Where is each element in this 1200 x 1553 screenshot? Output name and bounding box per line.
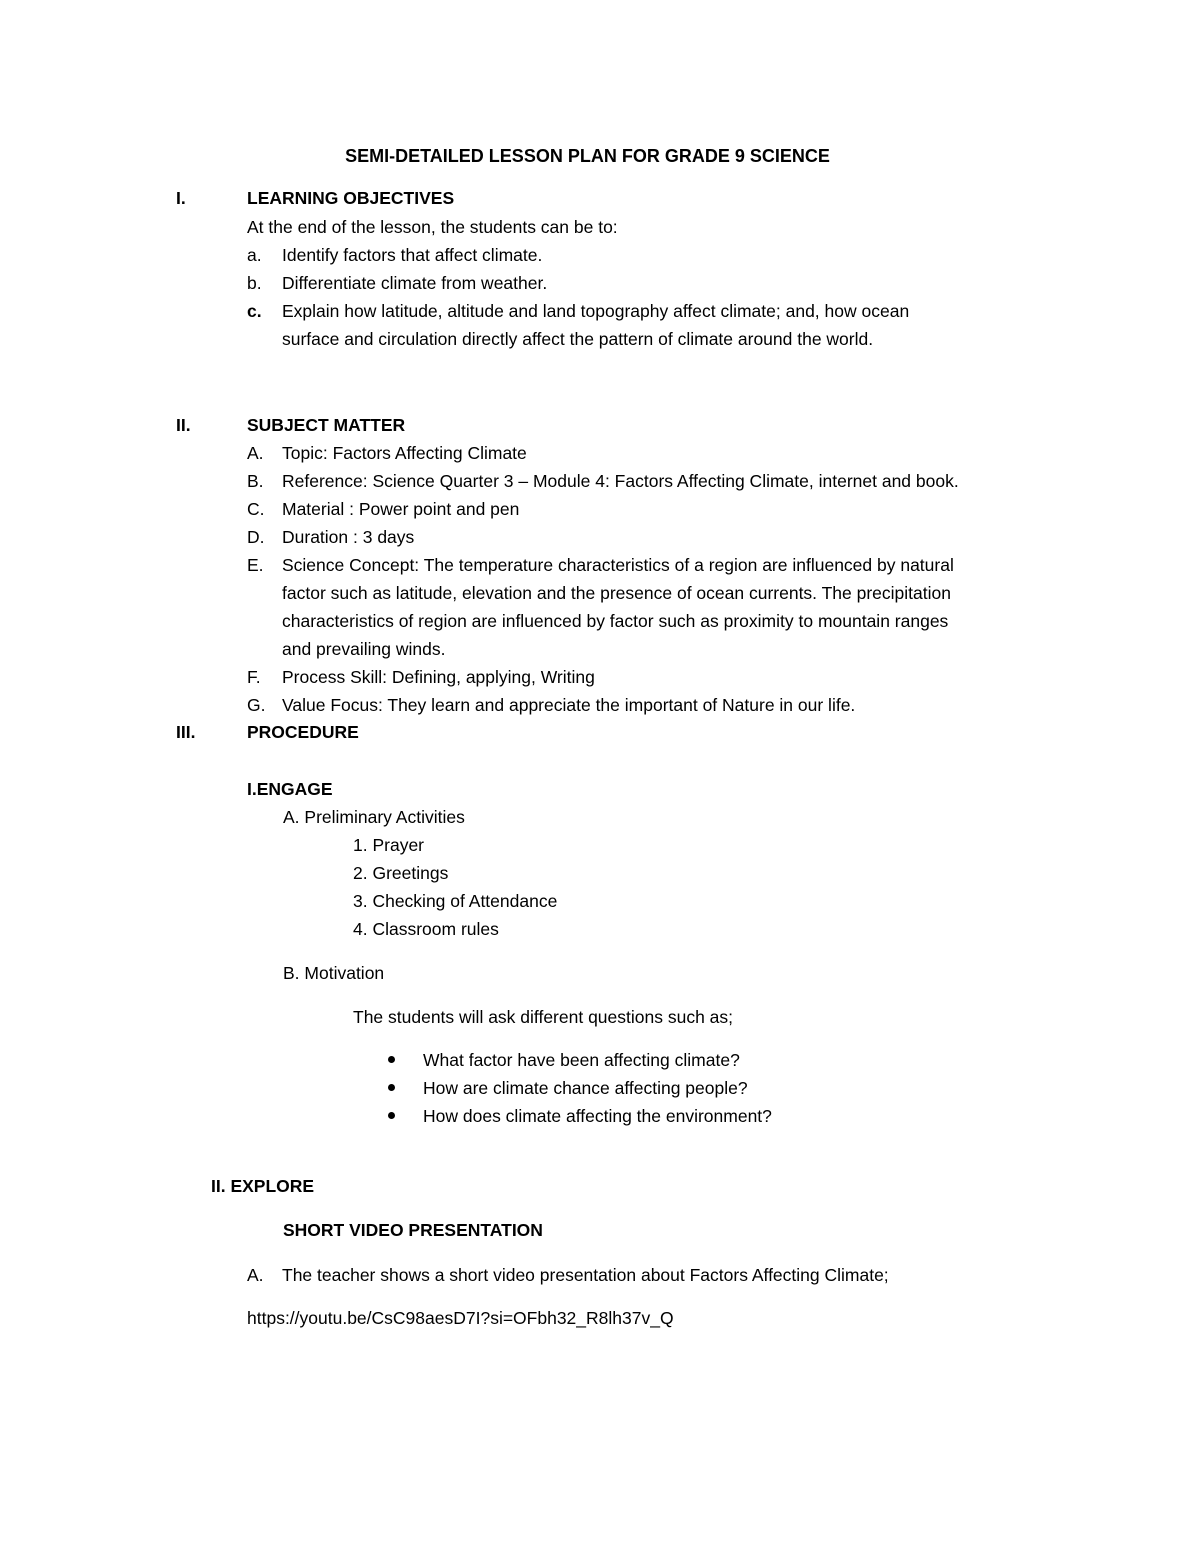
explore-heading: II. EXPLORE xyxy=(211,1176,315,1196)
video-link[interactable]: https://youtu.be/CsC98aesD7I?si=OFbh32_R8lh37v_Q xyxy=(247,1308,674,1328)
activity-item: 1. Prayer xyxy=(353,835,424,855)
motivation-question: What factor have been affecting climate? xyxy=(423,1050,740,1070)
section-heading-objectives: LEARNING OBJECTIVES xyxy=(247,188,455,208)
subject-marker: D. xyxy=(247,527,265,547)
explore-subheading: SHORT VIDEO PRESENTATION xyxy=(283,1220,543,1240)
subject-marker: G. xyxy=(247,695,266,715)
subject-marker: A. xyxy=(247,443,264,463)
subject-text-continued: characteristics of region are influenced by factor such as proximity to mountain ranges xyxy=(282,611,949,631)
objective-text: Identify factors that affect climate. xyxy=(282,245,543,265)
subject-text: Value Focus: They learn and appreciate the important of Nature in our life. xyxy=(282,695,856,715)
explore-item-text: The teacher shows a short video presentation about Factors Affecting Climate; xyxy=(282,1265,889,1285)
subject-marker: F. xyxy=(247,667,261,687)
objective-text-continued: surface and circulation directly affect the pattern of climate around the world. xyxy=(282,329,874,349)
explore-item-marker: A. xyxy=(247,1265,264,1285)
objective-marker: a. xyxy=(247,245,262,265)
subject-text: Process Skill: Defining, applying, Writing xyxy=(282,667,595,687)
subject-marker: C. xyxy=(247,499,265,519)
motivation-question: How does climate affecting the environment? xyxy=(423,1106,772,1126)
objective-marker: c. xyxy=(247,301,262,321)
section-numeral-procedure: III. xyxy=(176,722,196,742)
engage-heading: I.ENGAGE xyxy=(247,779,333,799)
motivation-question: How are climate chance affecting people? xyxy=(423,1078,748,1098)
bullet-icon xyxy=(388,1056,395,1063)
subject-marker: E. xyxy=(247,555,264,575)
motivation-heading: B. Motivation xyxy=(283,963,385,983)
subject-marker: B. xyxy=(247,471,264,491)
page-title: SEMI-DETAILED LESSON PLAN FOR GRADE 9 SCIENCE xyxy=(345,146,830,166)
subject-text: Duration : 3 days xyxy=(282,527,415,547)
activity-item: 3. Checking of Attendance xyxy=(353,891,558,911)
activity-item: 2. Greetings xyxy=(353,863,449,883)
section-numeral-objectives: I. xyxy=(176,188,186,208)
subject-text: Topic: Factors Affecting Climate xyxy=(282,443,527,463)
subject-text: Reference: Science Quarter 3 – Module 4: Factors Affecting Climate, internet and book. xyxy=(282,471,959,491)
bullet-icon xyxy=(388,1112,395,1119)
section-heading-subject-matter: SUBJECT MATTER xyxy=(247,415,406,435)
subject-text: Science Concept: The temperature characteristics of a region are influenced by natural xyxy=(282,555,954,575)
objective-marker: b. xyxy=(247,273,262,293)
subject-text-continued: and prevailing winds. xyxy=(282,639,446,659)
objective-text: Explain how latitude, altitude and land topography affect climate; and, how ocean xyxy=(282,301,910,321)
objective-text: Differentiate climate from weather. xyxy=(282,273,548,293)
bullet-icon xyxy=(388,1084,395,1091)
motivation-text: The students will ask different questions such as; xyxy=(353,1007,734,1027)
section-heading-procedure: PROCEDURE xyxy=(247,722,359,742)
subject-text: Material : Power point and pen xyxy=(282,499,520,519)
activity-item: 4. Classroom rules xyxy=(353,919,499,939)
section-numeral-subject-matter: II. xyxy=(176,415,191,435)
objectives-intro: At the end of the lesson, the students can be to: xyxy=(247,217,618,237)
subject-text-continued: factor such as latitude, elevation and the presence of ocean currents. The precipitation xyxy=(282,583,951,603)
preliminary-activities: A. Preliminary Activities xyxy=(283,807,465,827)
